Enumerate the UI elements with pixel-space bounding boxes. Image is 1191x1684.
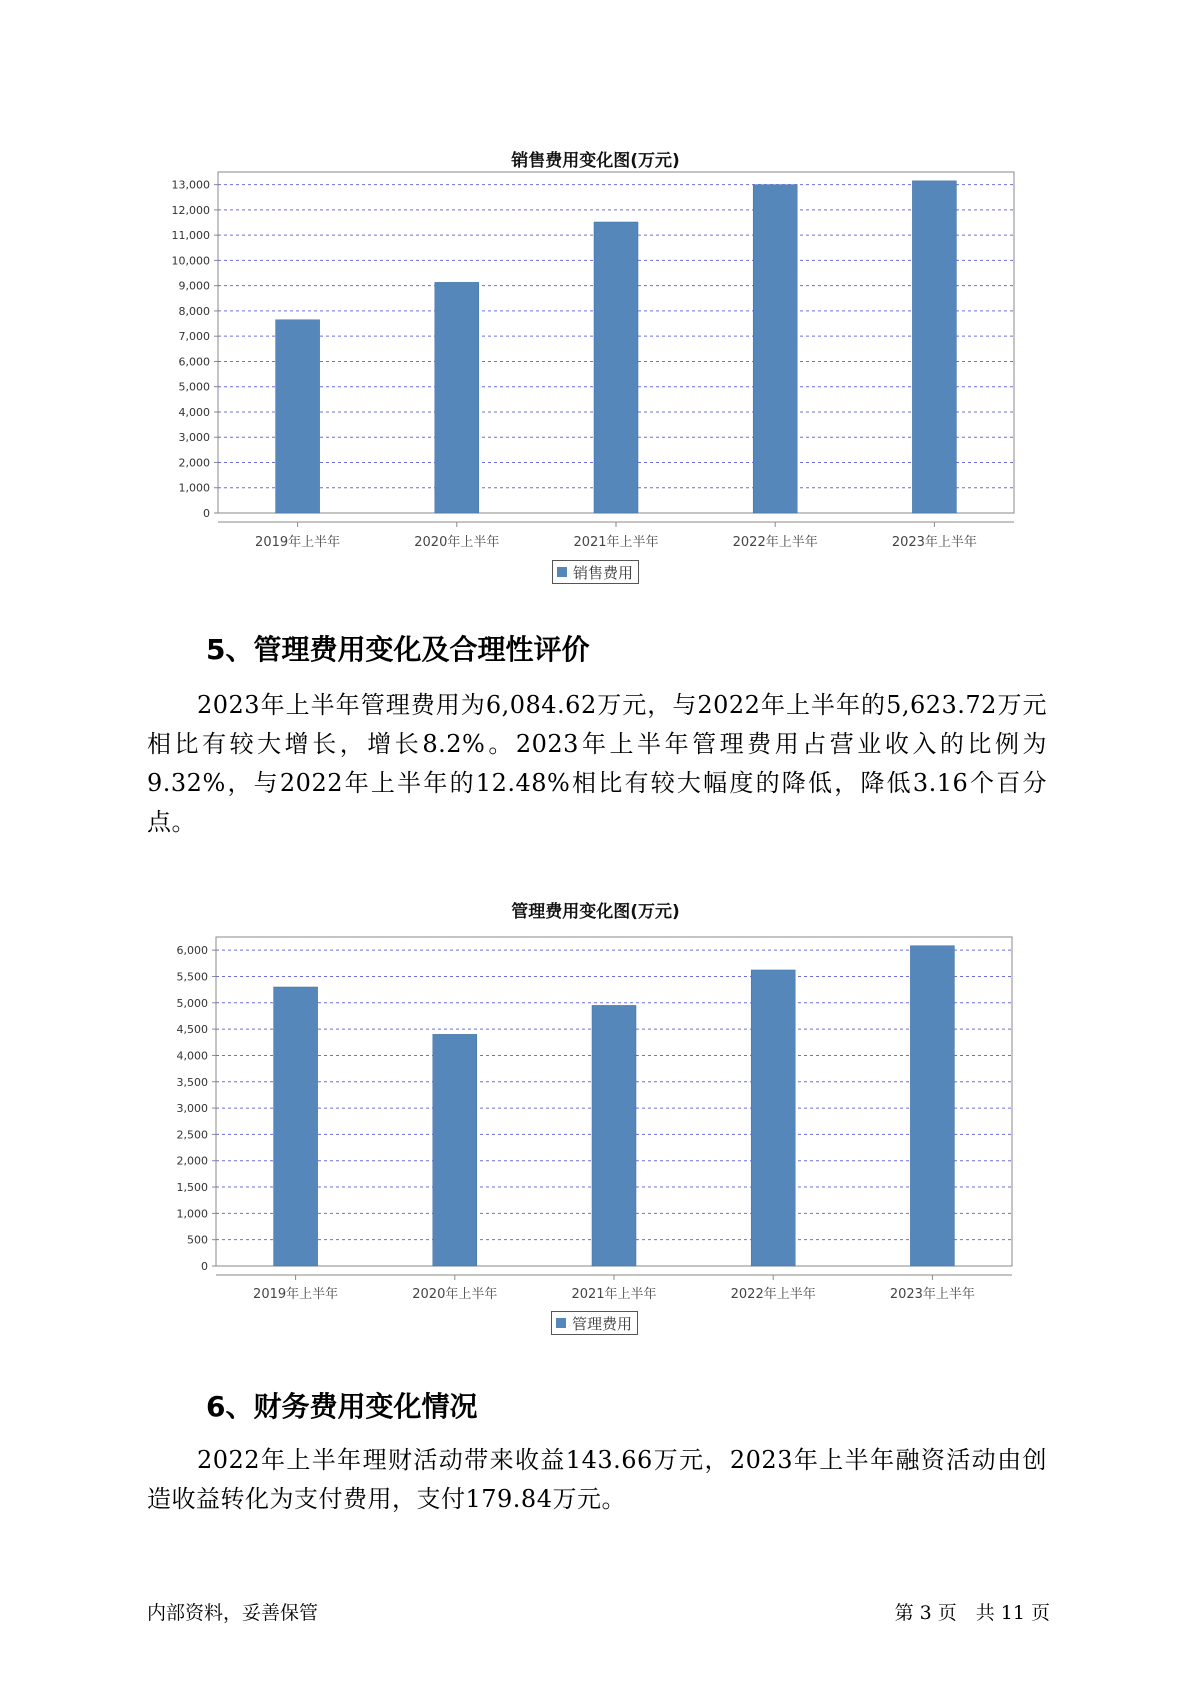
x-tick-label: 2019年上半年 [253,1287,339,1302]
bar [592,1005,636,1266]
footer-page-number: 第 3 页 共 11 页 [894,1602,1050,1624]
x-tick-label: 2020年上半年 [412,1287,498,1302]
section5-paragraph: 2023年上半年管理费用为6,084.62万元，与2022年上半年的5,623.72万元相比有较大增长，增长8.2%。2023年上半年管理费用占营业收入的比例为9.32%，与2022年上半年的12.48%相比有较大幅度的降低，降低3.16个百分点。 [147,691,1047,836]
y-tick-label: 2,000 [178,456,210,470]
x-tick-label: 2021年上半年 [573,535,659,550]
y-tick-label: 1,000 [176,1207,208,1221]
y-tick-label: 500 [187,1233,208,1247]
admin-expense-chart-title: 管理费用变化图(万元) [511,902,680,922]
footer-confidential-note: 内部资料，妥善保管 [147,1602,319,1624]
y-tick-label: 6,000 [176,944,208,958]
y-tick-label: 12,000 [171,203,210,217]
y-tick-label: 3,500 [176,1075,208,1089]
admin-expense-legend [551,1311,638,1335]
y-tick-label: 10,000 [171,254,210,268]
section6-paragraph: 2022年上半年理财活动带来收益143.66万元，2023年上半年融资活动由创造收益转化为支付费用，支付179.84万元。 [147,1446,1047,1513]
x-tick-label: 2019年上半年 [255,535,341,550]
y-tick-label: 5,500 [176,970,208,984]
y-tick-label: 3,000 [178,431,210,445]
y-tick-label: 2,000 [176,1154,208,1168]
y-tick-label: 2,500 [176,1128,208,1142]
x-tick-label: 2023年上半年 [891,535,977,550]
section5-heading: 5、管理费用变化及合理性评价 [206,633,590,666]
sales-expense-chart-title: 销售费用变化图(万元) [511,151,680,171]
y-tick-label: 5,000 [178,380,210,394]
x-tick-label: 2022年上半年 [732,535,818,550]
bar [751,970,795,1266]
section6-heading: 6、财务费用变化情况 [206,1390,478,1423]
x-tick-label: 2022年上半年 [730,1287,816,1302]
bar [433,1034,477,1266]
y-tick-label: 5,000 [176,996,208,1010]
y-tick-label: 6,000 [178,355,210,369]
x-tick-label: 2021年上半年 [571,1287,657,1302]
y-tick-label: 4,500 [176,1023,208,1037]
y-tick-label: 0 [201,1260,208,1273]
bar [274,987,318,1266]
y-tick-label: 0 [203,507,210,520]
legend-label: 销售费用 [573,563,634,582]
legend-label: 管理费用 [572,1314,633,1333]
y-tick-label: 4,000 [178,405,210,419]
y-tick-label: 13,000 [171,178,210,192]
y-tick-label: 9,000 [178,279,210,293]
x-tick-label: 2023年上半年 [889,1287,975,1302]
y-tick-label: 11,000 [171,229,210,243]
y-tick-label: 7,000 [178,330,210,344]
x-tick-label: 2020年上半年 [414,535,500,550]
legend-swatch [556,1318,566,1328]
y-tick-label: 3,000 [176,1102,208,1116]
y-tick-label: 4,000 [176,1049,208,1063]
y-tick-label: 8,000 [178,304,210,318]
bar [910,946,954,1266]
y-tick-label: 1,000 [178,481,210,495]
y-tick-label: 1,500 [176,1181,208,1195]
